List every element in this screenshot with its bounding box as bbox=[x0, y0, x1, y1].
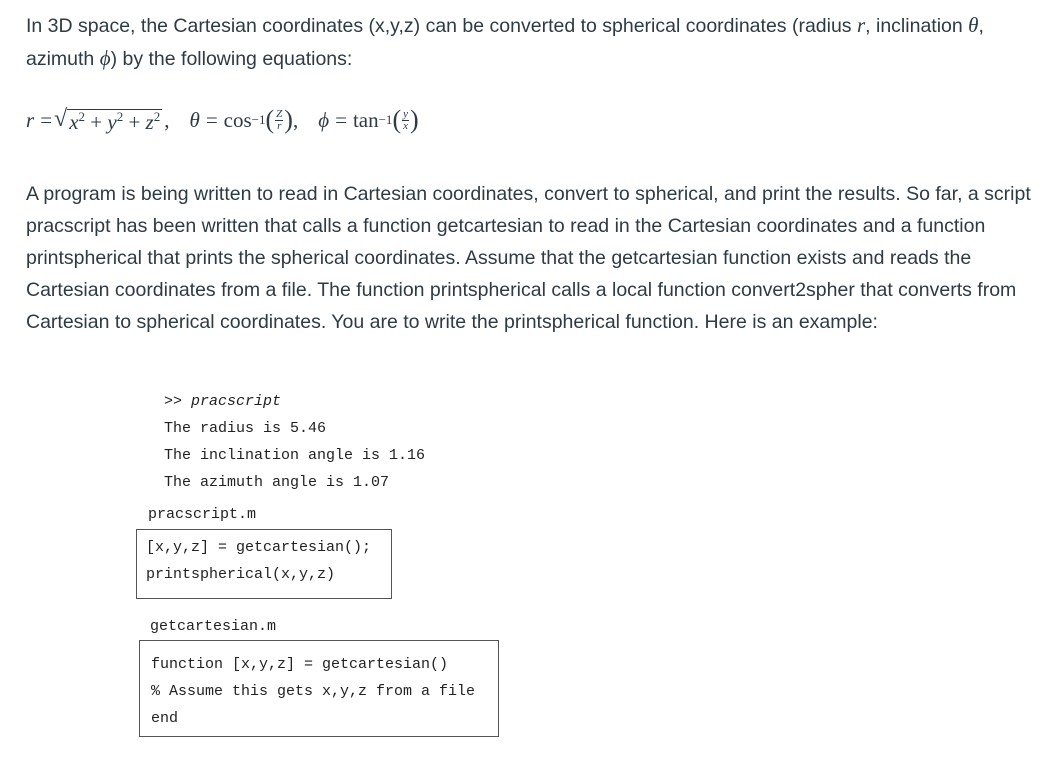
conversion-equations bbox=[26, 100, 419, 140]
y-over-x-fraction: $\frac{y}{x}$ bbox=[403, 107, 408, 132]
code-line: function [x,y,z] = getcartesian() bbox=[151, 656, 449, 673]
getcartesian-filename: getcartesian.m bbox=[150, 618, 277, 635]
code-line: [x,y,z] = getcartesian(); bbox=[146, 539, 372, 556]
radius-equation: r = √ $x^2 + y^2 + z^2$ , bbox=[26, 106, 170, 134]
output-line-inclination: The inclination angle is 1.16 bbox=[164, 447, 426, 464]
intro-text-4: ) by the following equations: bbox=[110, 48, 353, 70]
command-window-example bbox=[164, 388, 425, 496]
z-over-r-fraction: $\frac{Z}{r}$ bbox=[276, 107, 283, 132]
code-line: end bbox=[151, 710, 179, 727]
inclination-equation: θ = cos −1 ( $\frac{Z}{r}$ ) , bbox=[189, 105, 299, 134]
intro-text-3: , azimuth bbox=[26, 15, 984, 70]
pracscript-filename: pracscript.m bbox=[148, 506, 257, 523]
square-root: √ $x^2 + y^2 + z^2$ bbox=[54, 106, 161, 134]
intro-text-2: , inclination bbox=[865, 15, 969, 37]
phi-symbol: ϕ bbox=[99, 46, 111, 70]
output-line-radius: The radius is 5.46 bbox=[164, 420, 327, 437]
output-line-azimuth: The azimuth angle is 1.07 bbox=[164, 474, 390, 491]
azimuth-equation: ϕ = tan −1 ( $\frac{y}{x}$ ) bbox=[318, 105, 419, 134]
theta-symbol: θ bbox=[968, 13, 979, 37]
intro-paragraph bbox=[26, 9, 1036, 75]
square-root-body: $x^2 + y^2 + z^2$ bbox=[69, 109, 161, 134]
r-symbol: r bbox=[856, 13, 866, 37]
command-line: >> pracscript bbox=[164, 393, 282, 410]
pracscript-code-box bbox=[136, 529, 392, 599]
command-text: pracscript bbox=[191, 393, 282, 410]
getcartesian-code-box bbox=[139, 640, 499, 737]
code-line: % Assume this gets x,y,z from a file bbox=[151, 683, 476, 700]
intro-text-1: In 3D space, the Cartesian coordinates (x,y,z) can be converted to spherical coordinates (radius bbox=[26, 15, 857, 37]
problem-description: A program is being written to read in Cartesian coordinates, convert to spherical, and print the results. So far, a script pracscript has been written that calls a function getcartesian to read in the Cartesian coordinates and a function printspherical that prints the spherical coordinates. Assume that the getcartesian function exists and reads the Cartesian coordinates from a file. The function printspherical calls a local function convert2spher that converts from Cartesian to spherical coordinates. You are to write the printspherical function. Here is an example: bbox=[26, 183, 1031, 333]
code-line: printspherical(x,y,z) bbox=[146, 566, 336, 583]
